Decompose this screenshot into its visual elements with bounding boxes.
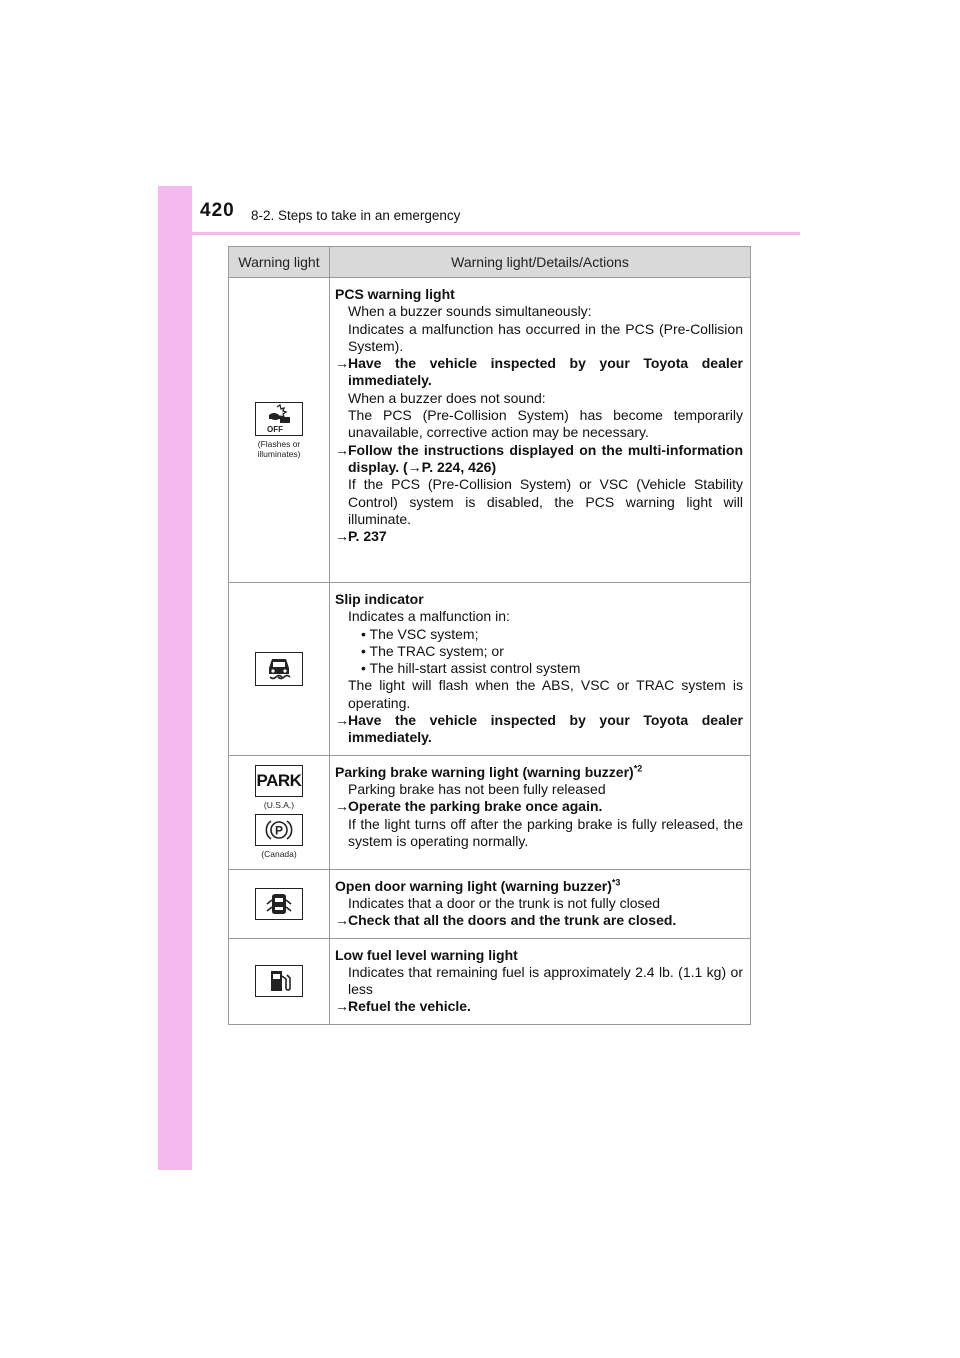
pcs-caption [229, 439, 329, 459]
footnote-marker-3: *3 [611, 877, 621, 888]
parking-line-1: Parking brake has not been fully released [348, 780, 606, 797]
pcs-off-icon [255, 402, 303, 436]
arrow-icon: → [335, 998, 349, 1015]
arrow-icon: → [335, 355, 349, 372]
table-row-pcs [229, 278, 751, 583]
footnote-marker-2: *2 [633, 763, 643, 774]
table-header-row [229, 247, 751, 278]
slip-indicator-icon [255, 652, 303, 686]
parking-line-2: If the light turns off after the parking brake is fully released, the system is operating normally. [348, 815, 743, 849]
arrow-icon: → [407, 458, 422, 475]
slip-title: Slip indicator [335, 591, 424, 607]
slip-action-1 [335, 712, 743, 747]
icon-cell-fuel [229, 938, 330, 1024]
pcs-caption-line2: illuminates) [257, 448, 301, 459]
parking-p-text: P [274, 823, 284, 838]
svg-text:OFF: OFF [267, 424, 283, 434]
section-title: 8-2. Steps to take in an emergency [251, 208, 461, 223]
table-row-parking [229, 755, 751, 869]
pcs-line-1: When a buzzer sounds simultaneously: [348, 303, 592, 320]
fuel-title: Low fuel level warning light [335, 946, 518, 963]
icon-cell-pcs [229, 278, 330, 583]
pcs-action-2-text: Follow the instructions displayed on the multi-information display. ( [348, 441, 743, 475]
column-header-details: Warning light/Details/Actions [330, 247, 751, 278]
door-action-1 [335, 912, 743, 929]
door-title-text: Open door warning light (warning buzzer) [335, 877, 612, 894]
pcs-action-3 [335, 528, 743, 545]
slip-line-2: The light will flash when the ABS, VSC or TRAC system is operating. [348, 677, 743, 711]
pcs-page-reference-2[interactable]: P. 237 [348, 528, 387, 545]
parking-action-1-text: Operate the parking brake once again. [348, 798, 603, 815]
door-title [335, 878, 743, 895]
slip-bullet-1: • The VSC system; [335, 626, 743, 643]
details-cell-fuel [330, 938, 751, 1024]
door-action-1-text: Check that all the doors and the trunk are closed. [348, 912, 677, 929]
caption-canada: (Canada) [261, 849, 297, 860]
section-sidebar-tab [158, 186, 192, 1170]
details-cell-door [330, 869, 751, 938]
door-line-1: Indicates that a door or the trunk is not fully closed [348, 894, 661, 911]
slip-bullet-2: • The TRAC system; or [335, 643, 743, 660]
arrow-icon: → [335, 441, 349, 458]
parking-action-1 [335, 798, 743, 815]
table-row-slip [229, 583, 751, 756]
park-icon-text: PARK [256, 771, 302, 791]
arrow-icon: → [335, 912, 349, 929]
pcs-action-2 [335, 442, 743, 477]
pcs-line-2: Indicates a malfunction has occurred in the PCS (Pre-Collision System). [348, 320, 743, 354]
pcs-action-1 [335, 355, 743, 390]
table-row-door [229, 869, 751, 938]
fuel-line-1: Indicates that remaining fuel is approximately 2.4 lb. (1.1 kg) or less [348, 963, 743, 998]
parking-p-icon [255, 814, 303, 846]
icon-cell-parking [229, 755, 330, 869]
pcs-caption-line1: (Flashes or [257, 438, 301, 449]
pcs-title: PCS warning light [335, 286, 455, 302]
slip-bullet-3: • The hill-start assist control system [335, 660, 743, 677]
slip-line-1: Indicates a malfunction in: [348, 608, 510, 625]
parking-title-text: Parking brake warning light (warning buzzer) [335, 763, 634, 780]
pcs-line-3: When a buzzer does not sound: [348, 389, 546, 406]
header-rule [158, 232, 800, 235]
open-door-icon [255, 888, 303, 920]
pcs-line-5: If the PCS (Pre-Collision System) or VSC (Vehicle Stability Control) system is disabled, the PCS warning light will illuminate. [348, 476, 743, 527]
table-row-fuel [229, 938, 751, 1024]
pcs-action-1-text: Have the vehicle inspected by your Toyota dealer immediately. [348, 355, 743, 389]
arrow-icon: → [335, 528, 349, 545]
parking-title [335, 764, 743, 781]
icon-cell-door [229, 869, 330, 938]
fuel-pump-icon [255, 965, 303, 997]
caption-usa: (U.S.A.) [263, 800, 295, 811]
details-cell-parking [330, 755, 751, 869]
details-cell-pcs [330, 278, 751, 583]
pcs-page-reference[interactable]: P. 224, 426) [421, 458, 497, 475]
arrow-icon: → [335, 798, 349, 815]
fuel-action-1 [335, 998, 743, 1015]
fuel-action-1-text: Refuel the vehicle. [348, 998, 471, 1015]
details-cell-slip [330, 583, 751, 756]
icon-cell-slip [229, 583, 330, 756]
slip-action-1-text: Have the vehicle inspected by your Toyota dealer immediately. [348, 712, 743, 746]
warning-light-table [228, 246, 751, 1025]
arrow-icon: → [335, 712, 349, 729]
park-icon [255, 765, 303, 797]
pcs-line-4: The PCS (Pre-Collision System) has become temporarily unavailable, corrective action may be necessary. [348, 407, 743, 441]
column-header-warning-light: Warning light [229, 247, 330, 278]
page-number: 420 [200, 200, 235, 221]
